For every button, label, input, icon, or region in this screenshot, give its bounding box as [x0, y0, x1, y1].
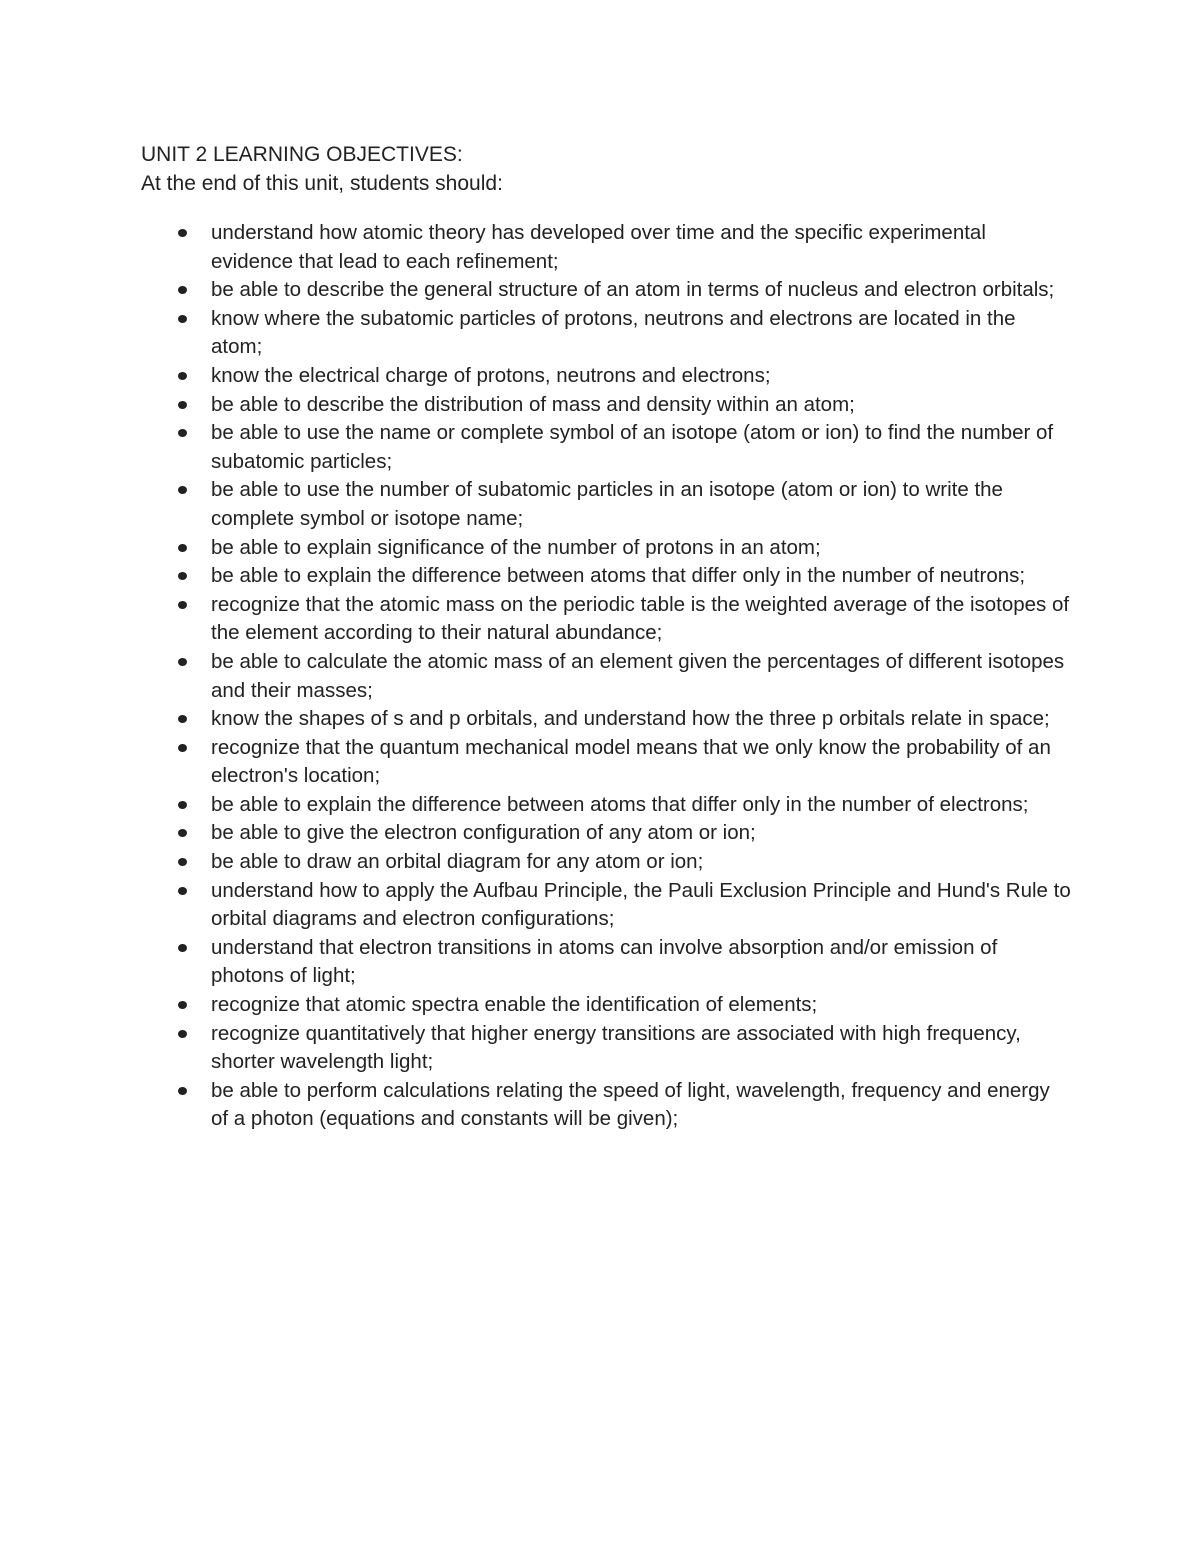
list-item: [141, 591, 1071, 648]
bullet-icon: [178, 372, 187, 380]
list-item-text: be able to describe the general structure of an atom in terms of nucleus and electron orbitals;: [211, 278, 1055, 302]
list-item: [141, 1020, 1071, 1077]
list-item: [141, 705, 1071, 734]
list-item: [141, 476, 1071, 533]
list-item-text: know the electrical charge of protons, neutrons and electrons;: [211, 363, 771, 387]
list-item: [141, 534, 1071, 563]
list-item-text: understand how to apply the Aufbau Principle, the Pauli Exclusion Principle and Hund's Rule to orbital diagrams and electron configurations;: [211, 878, 1071, 931]
list-item-text: be able to calculate the atomic mass of an element given the percentages of different isotopes and their masses;: [211, 649, 1065, 702]
list-item: [141, 877, 1071, 934]
list-item-text: be able to give the electron configuration of any atom or ion;: [211, 821, 756, 845]
bullet-icon: [178, 601, 187, 609]
bullet-icon: [178, 1001, 187, 1009]
bullet-icon: [178, 429, 187, 437]
list-item-text: know the shapes of s and p orbitals, and understand how the three p orbitals relate in space;: [211, 707, 1050, 731]
list-item: [141, 219, 1071, 276]
list-item-text: understand how atomic theory has developed over time and the specific experimental evidence that lead to each refinement;: [211, 221, 986, 273]
bullet-icon: [178, 658, 187, 666]
list-item: [141, 848, 1071, 877]
bullet-icon: [178, 858, 187, 866]
bullet-icon: [178, 801, 187, 809]
list-item: [141, 648, 1071, 705]
intro-text: At the end of this unit, students should:: [141, 172, 503, 195]
list-item: [141, 791, 1071, 820]
list-item: [141, 362, 1071, 391]
document-content: [141, 140, 1071, 1134]
list-item-text: be able to perform calculations relating the speed of light, wavelength, frequency and energy of a photon (equations and constants will be given);: [211, 1078, 1050, 1131]
list-item: [141, 391, 1071, 420]
bullet-icon: [178, 944, 187, 952]
bullet-icon: [178, 887, 187, 895]
list-item: [141, 934, 1071, 991]
bullet-icon: [178, 286, 187, 294]
list-item-text: recognize quantitatively that higher energy transitions are associated with high frequency, shorter wavelength light;: [211, 1021, 1021, 1074]
list-item: [141, 819, 1071, 848]
bullet-icon: [178, 229, 187, 237]
list-item-text: recognize that the quantum mechanical model means that we only know the probability of an electron's location;: [211, 735, 1051, 788]
bullet-icon: [178, 401, 187, 409]
bullet-icon: [178, 1030, 187, 1038]
bullet-icon: [178, 315, 187, 323]
list-item: [141, 734, 1071, 791]
bullet-icon: [178, 572, 187, 580]
list-item: [141, 276, 1071, 305]
list-item: [141, 1077, 1071, 1134]
list-item-text: be able to use the name or complete symbol of an isotope (atom or ion) to find the number of subatomic particles;: [211, 421, 1054, 473]
bullet-icon: [178, 829, 187, 837]
page-title: UNIT 2 LEARNING OBJECTIVES:: [141, 143, 463, 166]
list-item-text: be able to explain significance of the number of protons in an atom;: [211, 535, 821, 559]
list-item-text: recognize that atomic spectra enable the identification of elements;: [211, 993, 818, 1017]
list-item-text: be able to draw an orbital diagram for any atom or ion;: [211, 850, 704, 874]
bullet-icon: [178, 744, 187, 752]
list-item-text: understand that electron transitions in atoms can involve absorption and/or emission of photons of light;: [211, 935, 998, 988]
list-item-text: be able to describe the distribution of mass and density within an atom;: [211, 392, 855, 416]
bullet-icon: [178, 486, 187, 494]
objectives-list: [141, 219, 1071, 1134]
list-item-text: recognize that the atomic mass on the periodic table is the weighted average of the isotopes of the element according to their natural abundance;: [211, 592, 1070, 645]
list-item: [141, 991, 1071, 1020]
list-item: [141, 305, 1071, 362]
list-item-text: be able to explain the difference between atoms that differ only in the number of neutrons;: [211, 564, 1026, 588]
bullet-icon: [178, 715, 187, 723]
list-item: [141, 562, 1071, 591]
list-item-text: know where the subatomic particles of protons, neutrons and electrons are located in the atom;: [211, 306, 1016, 359]
list-item-text: be able to use the number of subatomic particles in an isotope (atom or ion) to write the complete symbol or isotope name;: [211, 478, 1003, 530]
list-item-text: be able to explain the difference between atoms that differ only in the number of electrons;: [211, 792, 1029, 816]
bullet-icon: [178, 1087, 187, 1095]
list-item: [141, 419, 1071, 476]
bullet-icon: [178, 544, 187, 552]
